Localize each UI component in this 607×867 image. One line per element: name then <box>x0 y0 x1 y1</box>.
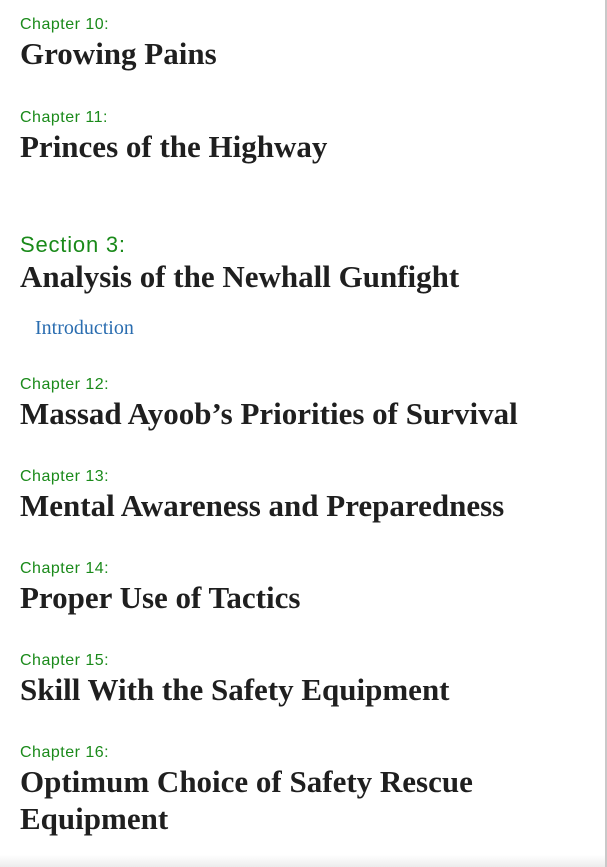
toc-entry-chapter-10[interactable] <box>20 15 585 72</box>
chapter-title[interactable]: Optimum Choice of Safety Rescue Equipment <box>20 764 473 836</box>
chapter-title[interactable]: Growing Pains <box>20 36 217 71</box>
toc-entry-chapter-14[interactable] <box>20 559 585 616</box>
section-title[interactable]: Analysis of the Newhall Gunfight <box>20 259 460 294</box>
toc-entry-chapter-12[interactable] <box>20 375 585 432</box>
toc-entry-section-3[interactable] <box>20 232 585 295</box>
chapter-label: Chapter 13: <box>20 468 110 485</box>
chapter-title[interactable]: Massad Ayoob’s Priorities of Survival <box>20 396 518 431</box>
chapter-label: Chapter 14: <box>20 560 110 577</box>
chapter-label: Chapter 12: <box>20 376 110 393</box>
chapter-title[interactable]: Mental Awareness and Preparedness <box>20 488 505 523</box>
toc-entry-chapter-15[interactable] <box>20 651 585 708</box>
toc-entry-chapter-16[interactable] <box>20 743 545 837</box>
chapter-label: Chapter 10: <box>20 16 110 33</box>
section-label: Section 3: <box>20 232 126 257</box>
chapter-label: Chapter 11: <box>20 109 108 126</box>
chapter-title[interactable]: Proper Use of Tactics <box>20 580 301 615</box>
toc-entry-chapter-13[interactable] <box>20 467 585 524</box>
introduction-link[interactable]: Introduction <box>35 317 134 339</box>
chapter-title[interactable]: Skill With the Safety Equipment <box>20 672 450 707</box>
toc-entry-chapter-11[interactable] <box>20 108 585 165</box>
chapter-title[interactable]: Princes of the Highway <box>20 129 328 164</box>
chapter-label: Chapter 15: <box>20 652 110 669</box>
page-bottom-edge <box>0 855 605 867</box>
chapter-label: Chapter 16: <box>20 744 110 761</box>
